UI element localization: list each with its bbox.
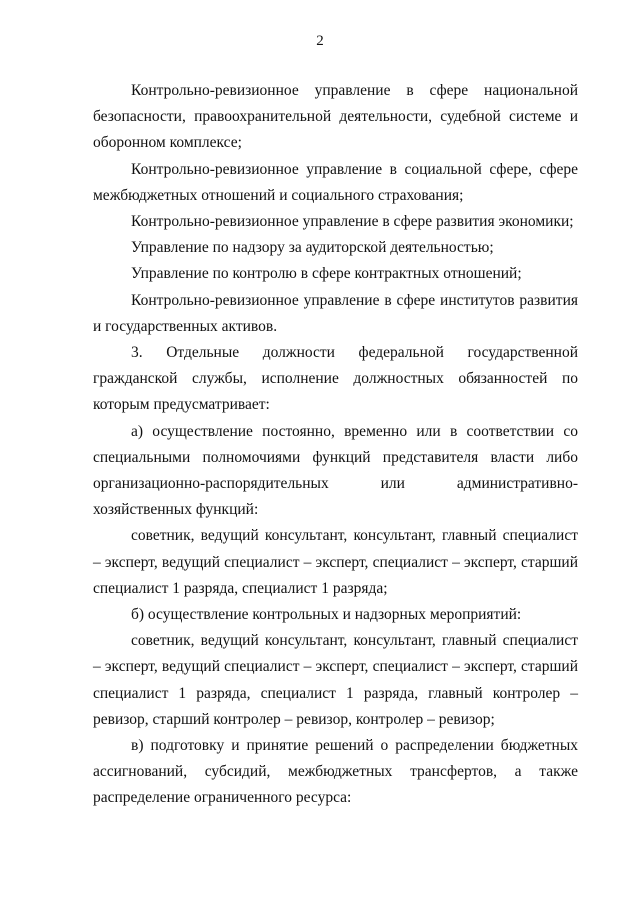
paragraph-security-control: Контрольно-ревизионное управление в сфере национальной безопасности, правоохранительной деятельности, судебной системе и оборонном комплексе; — [93, 82, 578, 152]
page-number: 2 — [316, 33, 324, 49]
paragraph-section-3: 3. Отдельные должности федеральной государственной гражданской службы, исполнение должностных обязанностей по которым предусматривает: — [93, 344, 578, 414]
paragraph-social-control: Контрольно-ревизионное управление в социальной сфере, сфере межбюджетных отношений и социального страхования; — [93, 160, 578, 204]
paragraph-contract-control: Управление по контролю в сфере контрактных отношений; — [131, 265, 522, 283]
paragraph-economy-control: Контрольно-ревизионное управление в сфере развития экономики; — [131, 213, 574, 231]
paragraph-item-b: б) осуществление контрольных и надзорных мероприятий: — [131, 606, 522, 624]
paragraph-item-a: а) осуществление постоянно, временно или в соответствии со специальными полномочиями функций представителя власти либо организационно-распорядительных или административно-хозяйственных функций: — [93, 422, 578, 519]
document-body — [93, 78, 578, 812]
paragraph-audit-supervision: Управление по надзору за аудиторской деятельностью; — [131, 239, 494, 257]
paragraph-item-a-positions: советник, ведущий консультант, консультант, главный специалист – эксперт, ведущий специалист – эксперт, специалист – эксперт, старший специалист 1 разряда, специалист 1 разряда; — [93, 527, 578, 597]
paragraph-development-institutions: Контрольно-ревизионное управление в сфере институтов развития и государственных активов. — [93, 291, 578, 335]
paragraph-item-c: в) подготовку и принятие решений о распределении бюджетных ассигнований, субсидий, межбюджетных трансфертов, а также распределение ограниченного ресурса: — [93, 737, 578, 807]
paragraph-item-b-positions: советник, ведущий консультант, консультант, главный специалист – эксперт, ведущий специалист – эксперт, специалист – эксперт, старший специалист 1 разряда, специалист 1 разряда, главный контролер – ревизор, старший контролер – ревизор, контролер – ревизор; — [93, 632, 578, 728]
